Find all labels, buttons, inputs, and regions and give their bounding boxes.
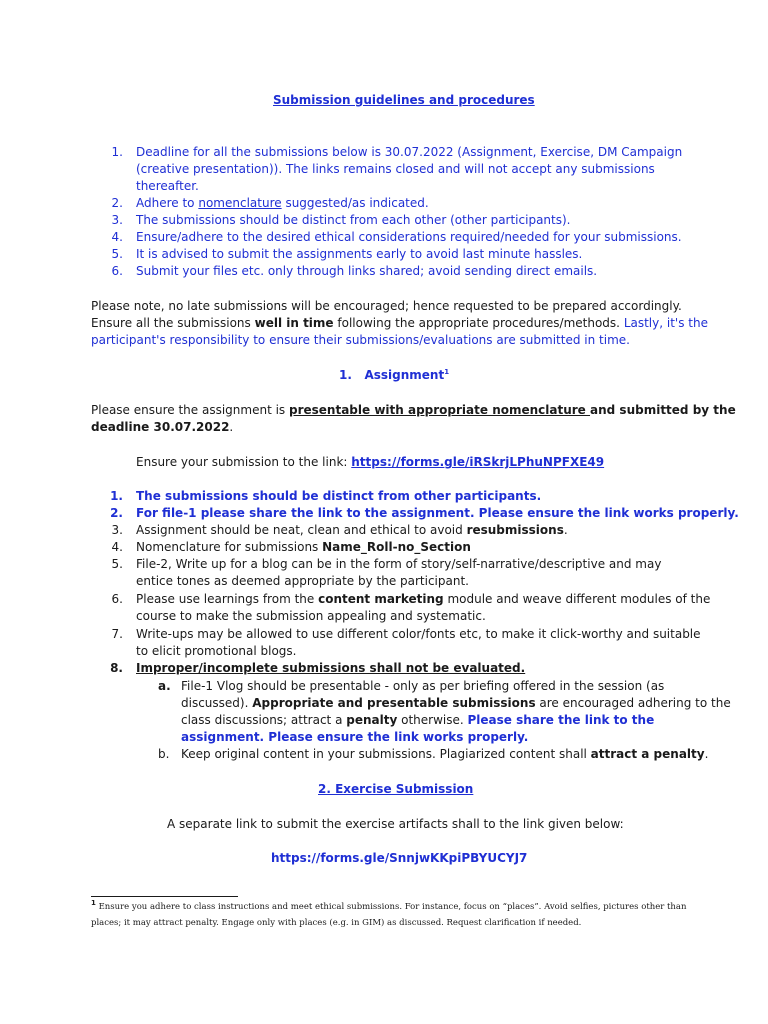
nomenclature-term: nomenclature bbox=[198, 196, 282, 210]
item-number: 3. bbox=[111, 523, 123, 537]
assignment-intro: Please ensure the assignment is presentable with appropriate nomenclature and submitted by the bbox=[91, 403, 736, 417]
subitem-text: assignment. Please ensure the link works properly. bbox=[181, 730, 529, 744]
item-number: 2. bbox=[110, 506, 123, 520]
exercise-text: A separate link to submit the exercise artifacts shall to the link given below: bbox=[167, 817, 624, 831]
assignment-link-line: Ensure your submission to the link: https://forms.gle/iRSkrjLPhuNPFXE49 bbox=[136, 455, 605, 469]
footnote-line: $^1$ Ensure you adhere to class instructions and meet ethical submissions. For instance, focus on “places”. Avoid selfies, pictures other than bbox=[91, 899, 687, 912]
guideline-text: (creative presentation)). The links remains closed and will not accept any submissions bbox=[136, 162, 655, 176]
note-line: Ensure all the submissions well in time following the appropriate procedures/methods. Lastly, it's the bbox=[91, 316, 708, 330]
assignment-item: Please use learnings from the content marketing module and weave different modules of the bbox=[136, 592, 711, 606]
assignment-heading: 1. Assignment$^1$ bbox=[339, 368, 450, 382]
note-line: Please note, no late submissions will be encouraged; hence requested to be prepared accordingly. bbox=[91, 299, 682, 313]
assignment-intro: deadline 30.07.2022. bbox=[91, 420, 234, 434]
assignment-item: For file-1 please share the link to the assignment. Please ensure the link works properly. bbox=[136, 506, 739, 520]
subitem-label: b. bbox=[158, 747, 170, 761]
guideline-number: 6. bbox=[111, 264, 123, 278]
subitem-text: class discussions; attract a penalty otherwise. Please share the link to the bbox=[181, 713, 655, 727]
footnote-line: places; it may attract penalty. Engage only with places (e.g. in GIM) as discussed. Request clarification if needed. bbox=[91, 918, 582, 928]
guideline-text: The submissions should be distinct from each other (other participants). bbox=[136, 213, 571, 227]
subitem-text: Keep original content in your submissions. Plagiarized content shall attract a penalty. bbox=[181, 747, 709, 761]
exercise-link[interactable]: https://forms.gle/SnnjwKKpiPBYUCYJ7 bbox=[271, 851, 528, 865]
page-title: Submission guidelines and procedures bbox=[273, 93, 535, 107]
assignment-item: Assignment should be neat, clean and ethical to avoid resubmissions. bbox=[136, 523, 568, 537]
assignment-item: Write-ups may be allowed to use different color/fonts etc, to make it click-worthy and suitable bbox=[136, 627, 701, 641]
guideline-number: 4. bbox=[111, 230, 123, 244]
guideline-number: 1. bbox=[111, 145, 123, 159]
subitem-text: File-1 Vlog should be presentable - only as per briefing offered in the session (as bbox=[181, 679, 665, 693]
guideline-text: It is advised to submit the assignments early to avoid last minute hassles. bbox=[136, 247, 583, 261]
assignment-item: Improper/incomplete submissions shall not be evaluated. bbox=[136, 661, 526, 675]
guideline-number: 5. bbox=[111, 247, 123, 261]
footnote-divider bbox=[91, 896, 238, 897]
item-number: 7. bbox=[111, 627, 123, 641]
footnote-mark: 1 bbox=[91, 899, 96, 908]
assignment-item: The submissions should be distinct from other participants. bbox=[136, 489, 542, 503]
assignment-item: Nomenclature for submissions Name_Roll-no_Section bbox=[136, 540, 471, 554]
assignment-item: to elicit promotional blogs. bbox=[136, 644, 297, 658]
item-number: 6. bbox=[111, 592, 123, 606]
guideline-text: Submit your files etc. only through links shared; avoid sending direct emails. bbox=[136, 264, 598, 278]
subitem-text: discussed). Appropriate and presentable submissions are encouraged adhering to the bbox=[181, 696, 731, 710]
footnote-ref: 1 bbox=[444, 368, 450, 376]
item-number: 8. bbox=[110, 661, 123, 675]
item-number: 1. bbox=[110, 489, 123, 503]
guideline-text: Adhere to nomenclature suggested/as indicated. bbox=[136, 196, 429, 210]
item-number: 5. bbox=[111, 557, 123, 571]
assignment-link[interactable]: https://forms.gle/iRSkrjLPhuNPFXE49 bbox=[351, 455, 605, 469]
guideline-number: 2. bbox=[111, 196, 123, 210]
note-line: participant's responsibility to ensure their submissions/evaluations are submitted in time. bbox=[91, 333, 630, 347]
assignment-item: course to make the submission appealing and systematic. bbox=[136, 609, 486, 623]
guideline-text: Ensure/adhere to the desired ethical considerations required/needed for your submissions. bbox=[136, 230, 682, 244]
guideline-number: 3. bbox=[111, 213, 123, 227]
exercise-heading: 2. Exercise Submission bbox=[318, 782, 474, 796]
assignment-item: File-2, Write up for a blog can be in the form of story/self-narrative/descriptive and may bbox=[136, 557, 662, 571]
item-number: 4. bbox=[111, 540, 123, 554]
guideline-text: thereafter. bbox=[136, 179, 199, 193]
subitem-label: a. bbox=[158, 679, 171, 693]
guideline-text: Deadline for all the submissions below is 30.07.2022 (Assignment, Exercise, DM Campaign bbox=[136, 145, 683, 159]
assignment-item: entice tones as deemed appropriate by the participant. bbox=[136, 574, 469, 588]
